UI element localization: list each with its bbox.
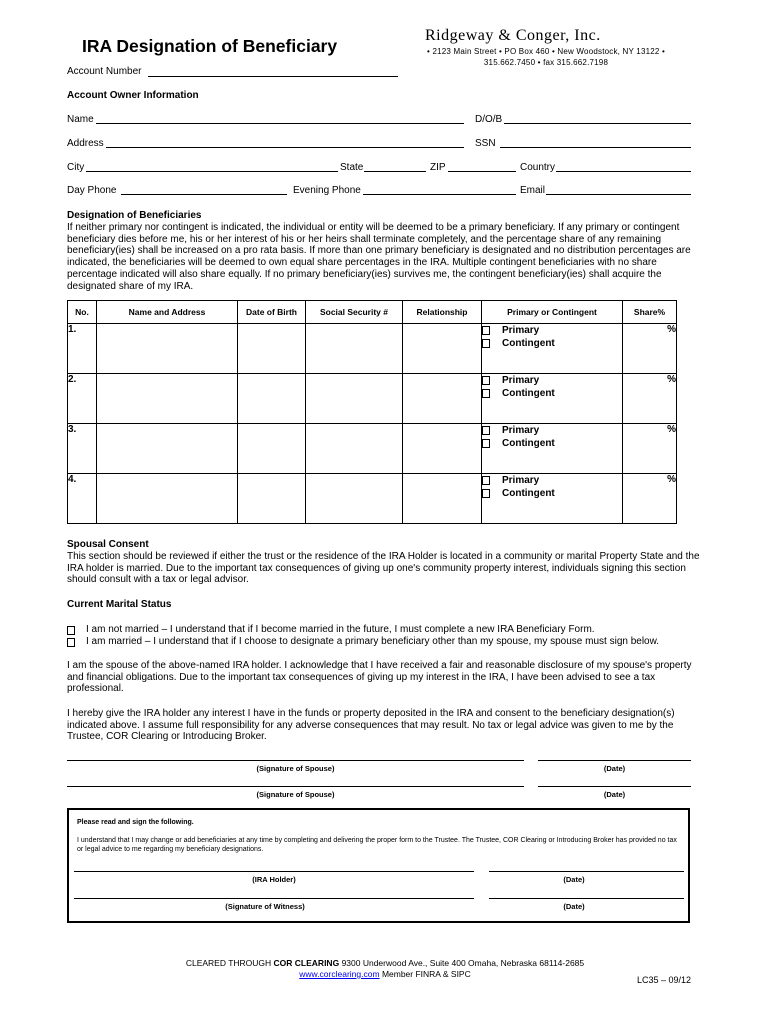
day-phone-label: Day Phone bbox=[67, 185, 117, 196]
marital-status-heading: Current Marital Status bbox=[67, 599, 172, 610]
primary-label: Primary bbox=[502, 325, 540, 336]
col-name-address: Name and Address bbox=[97, 301, 238, 324]
name-address-cell[interactable] bbox=[97, 474, 238, 524]
primary-label: Primary bbox=[502, 475, 540, 486]
holder-consent-box bbox=[67, 808, 690, 923]
contingent-label: Contingent bbox=[502, 338, 555, 349]
address-label: Address bbox=[67, 138, 104, 149]
ira-holder-date-line[interactable] bbox=[489, 871, 684, 872]
spouse-date-line-1[interactable] bbox=[538, 760, 691, 761]
col-primary-contingent: Primary or Contingent bbox=[482, 301, 623, 324]
spouse-signature-line-1[interactable] bbox=[67, 760, 524, 761]
witness-date-line[interactable] bbox=[489, 898, 684, 899]
spouse-date-caption-2: (Date) bbox=[603, 790, 626, 799]
firm-phone: 315.662.7450 • fax 315.662.7198 bbox=[483, 58, 609, 67]
row-number: 1. bbox=[68, 324, 97, 374]
clearing-website-link[interactable]: www.corclearing.com bbox=[299, 969, 380, 979]
evening-phone-label: Evening Phone bbox=[293, 185, 361, 196]
col-share: Share% bbox=[623, 301, 677, 324]
clearing-firm: COR CLEARING bbox=[273, 958, 340, 968]
relationship-cell[interactable] bbox=[403, 374, 482, 424]
contingent-checkbox[interactable] bbox=[482, 489, 490, 498]
witness-caption: (Signature of Witness) bbox=[225, 902, 305, 911]
relationship-cell[interactable] bbox=[403, 424, 482, 474]
primary-checkbox[interactable] bbox=[482, 426, 490, 435]
email-field[interactable] bbox=[546, 194, 691, 195]
email-label: Email bbox=[520, 185, 546, 196]
row-number: 3. bbox=[68, 424, 97, 474]
spousal-consent-text: This section should be reviewed if either the trust or the residence of the IRA Holder is located in a community or marital Property State and the IRA holder is married. Due to the important tax consequences of giving up one's community property interest, individuals signing this section should consult with a tax or legal advisor. bbox=[67, 551, 700, 586]
contingent-label: Contingent bbox=[502, 488, 555, 499]
married-checkbox[interactable] bbox=[67, 638, 75, 647]
col-relationship: Relationship bbox=[403, 301, 482, 324]
ssn-cell[interactable] bbox=[306, 474, 403, 524]
beneficiary-table bbox=[67, 300, 677, 524]
contingent-label: Contingent bbox=[502, 438, 555, 449]
state-field[interactable] bbox=[364, 171, 426, 172]
ssn-cell[interactable] bbox=[306, 424, 403, 474]
spouse-signature-caption-1: (Signature of Spouse) bbox=[256, 764, 335, 773]
ssn-field[interactable] bbox=[500, 147, 691, 148]
spouse-signature-caption-2: (Signature of Spouse) bbox=[256, 790, 335, 799]
dob-cell[interactable] bbox=[238, 474, 306, 524]
owner-info-heading: Account Owner Information bbox=[67, 90, 199, 101]
spousal-consent-heading: Spousal Consent bbox=[67, 539, 149, 550]
dob-field[interactable] bbox=[504, 123, 691, 124]
col-ssn: Social Security # bbox=[306, 301, 403, 324]
membership-line bbox=[150, 969, 620, 980]
primary-checkbox[interactable] bbox=[482, 326, 490, 335]
row-number: 2. bbox=[68, 374, 97, 424]
state-label: State bbox=[340, 162, 364, 173]
name-address-cell[interactable] bbox=[97, 324, 238, 374]
contingent-checkbox[interactable] bbox=[482, 439, 490, 448]
row-number: 4. bbox=[68, 474, 97, 524]
firm-address: • 2123 Main Street • PO Box 460 • New Woodstock, NY 13122 • bbox=[427, 47, 665, 56]
relationship-cell[interactable] bbox=[403, 324, 482, 374]
ssn-cell[interactable] bbox=[306, 374, 403, 424]
zip-field[interactable] bbox=[448, 171, 516, 172]
spouse-signature-line-2[interactable] bbox=[67, 786, 524, 787]
married-option bbox=[67, 636, 659, 648]
contingent-checkbox[interactable] bbox=[482, 339, 490, 348]
witness-date-caption: (Date) bbox=[563, 902, 585, 911]
ira-holder-caption: (IRA Holder) bbox=[252, 875, 296, 884]
relationship-cell[interactable] bbox=[403, 474, 482, 524]
consent-box-heading: Please read and sign the following. bbox=[77, 819, 194, 826]
name-address-cell[interactable] bbox=[97, 374, 238, 424]
form-code: LC35 – 09/12 bbox=[637, 975, 692, 985]
consent-box-text: I understand that I may change or add beneficiaries at any time by completing and delivering the proper form to the Trustee. The Trustee, COR Clearing or Introducing Broker has provided no tax or legal advice to me regarding my beneficiary designations. bbox=[77, 837, 677, 853]
share-cell[interactable]: % bbox=[623, 474, 677, 524]
primary-label: Primary bbox=[502, 375, 540, 386]
account-number-label: Account Number bbox=[67, 66, 142, 77]
name-field[interactable] bbox=[96, 123, 464, 124]
share-cell[interactable]: % bbox=[623, 324, 677, 374]
table-row bbox=[68, 474, 677, 524]
ssn-label: SSN bbox=[475, 138, 496, 149]
firm-name: Ridgeway & Conger, Inc. bbox=[425, 27, 601, 44]
spouse-date-line-2[interactable] bbox=[538, 786, 691, 787]
not-married-option bbox=[67, 624, 595, 636]
table-row bbox=[68, 324, 677, 374]
spouse-date-caption-1: (Date) bbox=[603, 764, 626, 773]
primary-contingent-cell bbox=[482, 424, 623, 474]
firm-address-block bbox=[394, 46, 698, 68]
primary-label: Primary bbox=[502, 425, 540, 436]
dob-cell[interactable] bbox=[238, 424, 306, 474]
clearing-address: 9300 Underwood Ave., Suite 400 Omaha, Nebraska 68114-2685 bbox=[341, 958, 585, 968]
name-address-cell[interactable] bbox=[97, 424, 238, 474]
col-dob: Date of Birth bbox=[238, 301, 306, 324]
table-row bbox=[68, 424, 677, 474]
designation-text: If neither primary nor contingent is indicated, the individual or entity will be deemed to be a primary beneficiary. If any primary or contingent beneficiary dies before me, his or her interest of his or her heirs shall terminate completely, and the percentage share of any remaining beneficiary(ies) shall be increased on a pro rata basis. If more than one primary beneficiary is designated and no distribution percentages are indicated, the beneficiaries will be deemed to own equal share percentages in the IRA. Multiple contingent beneficiaries with no share percentage indicated will also share equally. If no primary beneficiary(ies) survives me, the contingent beneficiary(ies) shall acquire the designated share of my IRA. bbox=[67, 222, 691, 292]
dob-cell[interactable] bbox=[238, 324, 306, 374]
clearing-prefix: CLEARED THROUGH bbox=[185, 958, 272, 968]
day-phone-field[interactable] bbox=[121, 194, 287, 195]
primary-checkbox[interactable] bbox=[482, 376, 490, 385]
country-label: Country bbox=[520, 162, 556, 173]
ira-holder-date-caption: (Date) bbox=[563, 875, 585, 884]
evening-phone-field[interactable] bbox=[363, 194, 516, 195]
designation-heading: Designation of Beneficiaries bbox=[67, 210, 202, 221]
address-field[interactable] bbox=[106, 147, 464, 148]
married-label: I am married – I understand that if I choose to designate a primary beneficiary other than my spouse, my spouse must sign below. bbox=[86, 636, 660, 647]
primary-contingent-cell bbox=[482, 374, 623, 424]
share-cell[interactable]: % bbox=[623, 424, 677, 474]
contingent-label: Contingent bbox=[502, 388, 555, 399]
page-title: IRA Designation of Beneficiary bbox=[82, 36, 338, 56]
primary-contingent-cell bbox=[482, 324, 623, 374]
membership-text: Member FINRA & SIPC bbox=[381, 969, 471, 979]
table-header-row bbox=[68, 301, 677, 324]
table-row bbox=[68, 374, 677, 424]
clearing-line bbox=[150, 958, 620, 969]
dob-cell[interactable] bbox=[238, 374, 306, 424]
name-label: Name bbox=[67, 114, 94, 125]
spouse-acknowledgement: I am the spouse of the above-named IRA holder. I acknowledge that I have received a fair and reasonable disclosure of my spouse's property and financial obligations. Due to the important tax consequences of giving up my interest in the IRA, I have been advised to see a tax professional. bbox=[67, 660, 692, 695]
city-field[interactable] bbox=[86, 171, 338, 172]
witness-signature-line[interactable] bbox=[74, 898, 474, 899]
primary-contingent-cell bbox=[482, 474, 623, 524]
ssn-cell[interactable] bbox=[306, 324, 403, 374]
col-no: No. bbox=[68, 301, 97, 324]
contingent-checkbox[interactable] bbox=[482, 389, 490, 398]
zip-label: ZIP bbox=[430, 162, 446, 173]
not-married-checkbox[interactable] bbox=[67, 626, 75, 635]
dob-label: D/O/B bbox=[475, 114, 503, 125]
city-label: City bbox=[67, 162, 85, 173]
account-number-field[interactable] bbox=[148, 76, 398, 77]
primary-checkbox[interactable] bbox=[482, 476, 490, 485]
footer bbox=[150, 958, 620, 980]
share-cell[interactable]: % bbox=[623, 374, 677, 424]
spouse-consent-statement: I hereby give the IRA holder any interest I have in the funds or property deposited in the IRA and consent to the beneficiary designation(s) indicated above. I assume full responsibility for any adverse consequences that may result. No tax or legal advice was given to me by the Trustee, COR Clearing or Introducing Broker. bbox=[67, 708, 675, 743]
ira-holder-signature-line[interactable] bbox=[74, 871, 474, 872]
country-field[interactable] bbox=[556, 171, 691, 172]
not-married-label: I am not married – I understand that if I become married in the future, I must complete a new IRA Beneficiary Form. bbox=[86, 624, 595, 635]
